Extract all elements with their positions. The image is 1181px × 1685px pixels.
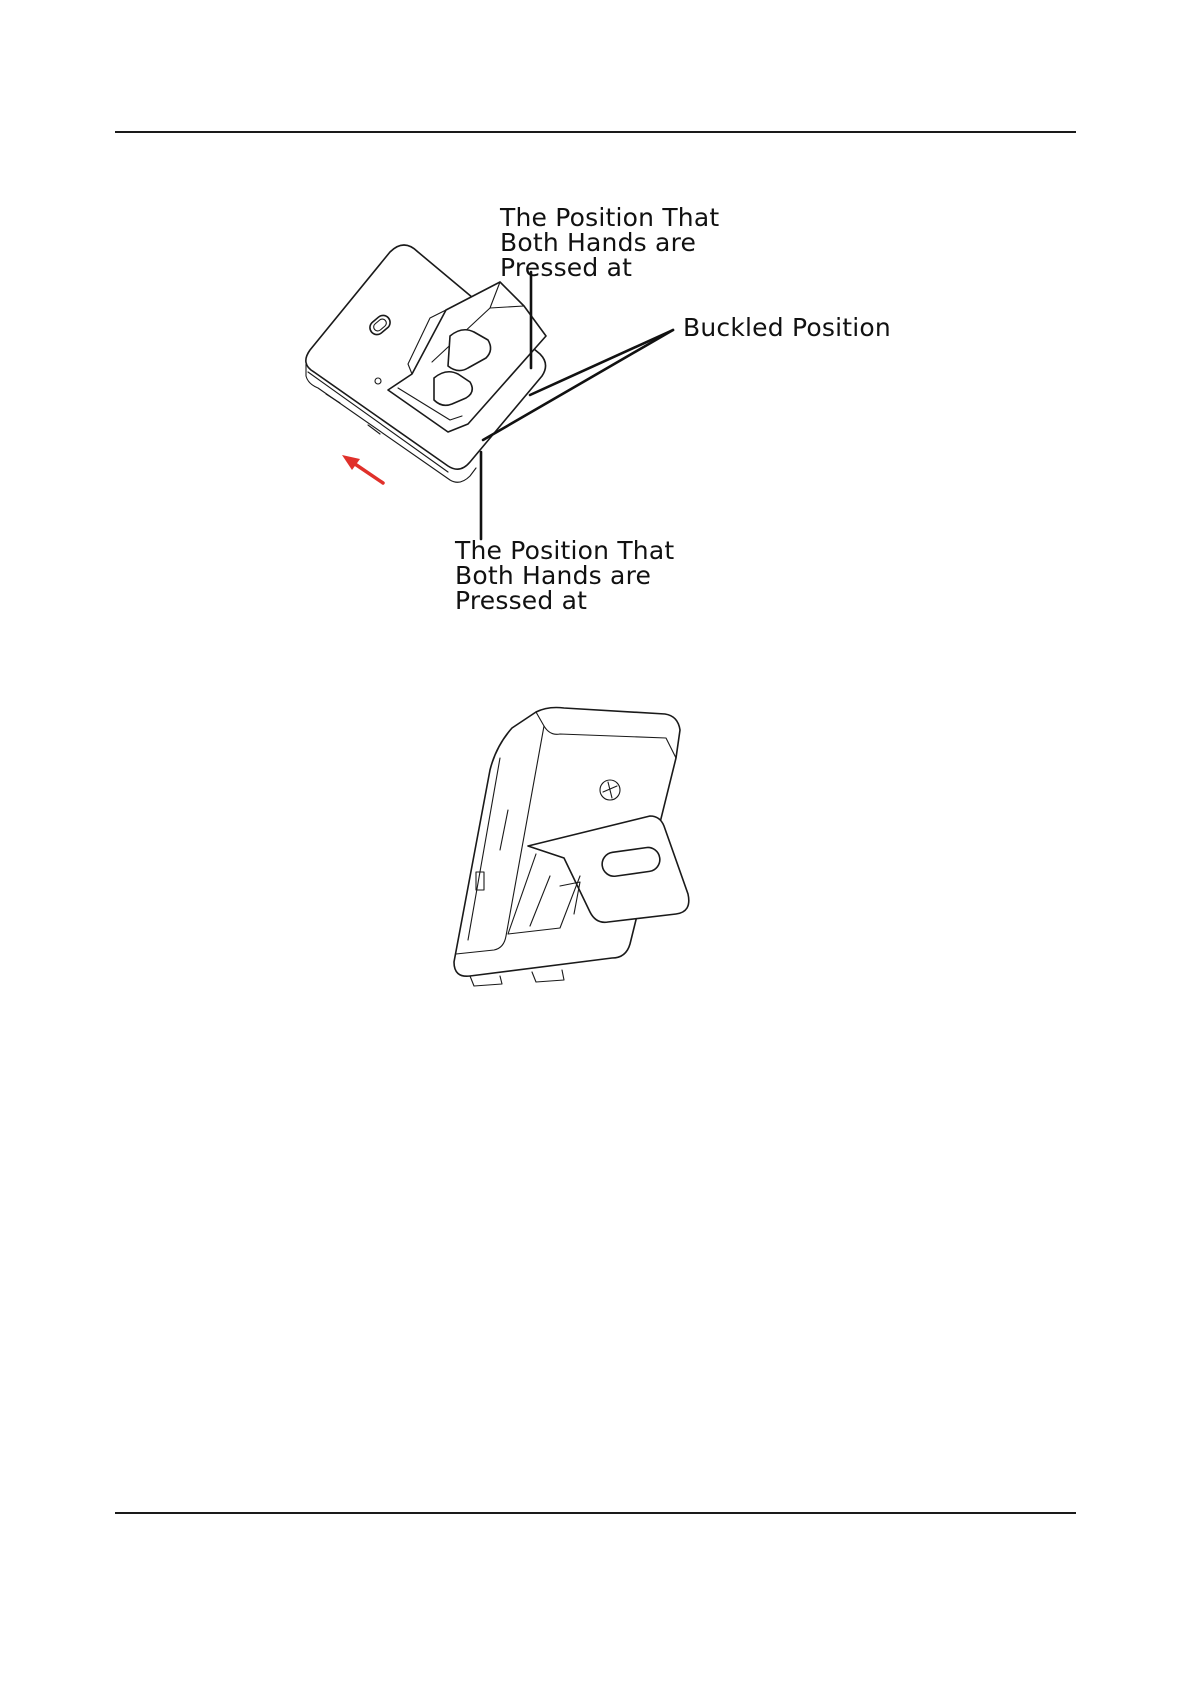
footer-rule [115,1512,1076,1514]
callout-buckled-position: Buckled Position [683,313,891,342]
figure-device-on-stand [440,700,760,990]
callout-top-press-position: The Position That Both Hands are Pressed at [500,203,720,282]
callout-bottom-press-position: The Position That Both Hands are Pressed at [455,536,675,615]
